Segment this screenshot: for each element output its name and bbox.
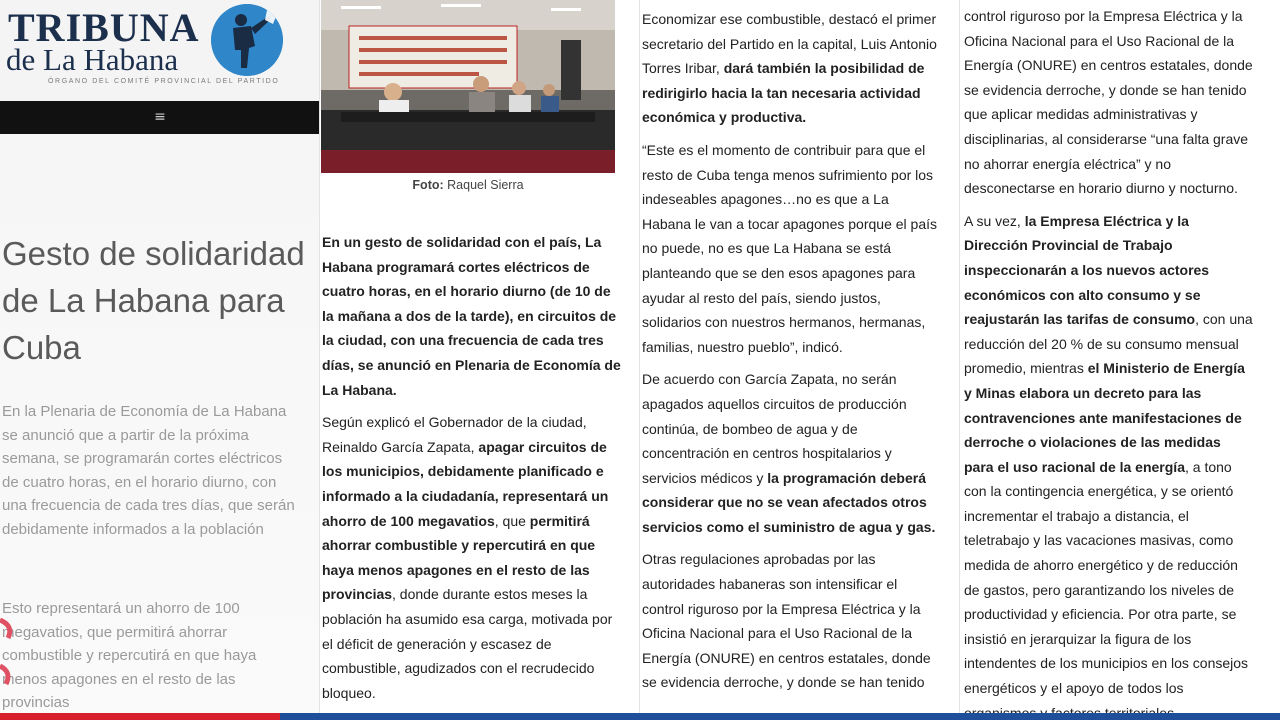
logo-subtitle: ÓRGANO DEL COMITÉ PROVINCIAL DEL PARTIDO [48,78,280,85]
navbar [0,101,320,134]
text-span: , donde durante estos meses la población ha asumido esa carga, motivada por el déficit de generación y escasez de combustible, agudizados con el recrudecido bloqueo. [322,586,613,701]
paragraph: Otras regulaciones aprobadas por las autoridades habaneras son intensificar el control riguroso por la Empresa Eléctrica y la Oficina Nacional para el Uso Racional de la Energía (ONURE) en centros estatales, donde se evidencia derroche, y donde se han tenido [642,551,931,691]
article-headline: Gesto de solidaridad de La Habana para Cuba [2,235,305,366]
right-column [960,0,1280,720]
bottom-bar-red [0,713,280,720]
decorative-swoosh [0,618,18,688]
paragraph [642,367,938,539]
paragraph [322,410,622,705]
paragraph: control riguroso por la Empresa Eléctrica y la Oficina Nacional para el Uso Racional de la Energía (ONURE) en centros estatales, donde se evidencia derroche, y donde se han tenido que aplicar medidas administrativas y disciplinarias, al considerarse “una falta grave no ahorrar energía eléctrica” y no desconectarse en horario diurno y nocturno. [964,8,1253,197]
bottom-color-bar [0,713,1280,720]
column-divider [319,0,320,720]
paragraph [964,209,1254,720]
text-bold: la programación deberá considerar que no se vean afectados otros servicios como el suministro de agua y gas. [642,469,936,535]
logo-title-line2: de La Habana [6,42,179,77]
text-bold: permitirá ahorrar combustible y repercutirá en que haya menos apagones en el resto de las provincias [322,512,596,603]
text-bold: apagar circuitos de los municipios, debidamente planificado e informado a la ciudadanía, representará un ahorro de 100 megavatios [322,438,609,529]
text-span: , con una reducción del 20 % de su consumo mensual promedio, mientras [964,311,1253,377]
middle-right-column [640,0,958,720]
middle-left-column [321,0,638,720]
menu-icon[interactable]: ≡ [154,109,166,125]
masthead[interactable] [0,0,320,101]
text-span: Según explicó el Gobernador de la ciudad, Reinaldo García Zapata, [322,414,587,455]
logo-emblem-icon [211,4,283,76]
text-span: Economizar ese combustible, destacó el primer secretario del Partido en la capital, Luis Antonio Torres Iribar, [642,11,937,77]
article-photo[interactable] [321,0,615,173]
body-text [964,4,1254,720]
paragraph: “Este es el momento de contribuir para que el resto de Cuba tenga menos sufrimiento por los indeseables apagones…no es que a La Habana le van a tocar apagones porque el país no puede, no es que La Habana se está planteando que se den esos apagones para ayudar al resto del país, siendo justos, solidarios con nuestros hermanos, hermanas, familias, nuestro pueblo”, indicó. [642,141,937,355]
article-summary: En la Plenaria de Economía de La Habana se anunció que a partir de la próxima semana, se programarán cortes eléctricos de cuatro horas, en el horario diurno, con una frecuencia de cada tres días, que serán debidamente informados a la población [2,403,295,538]
paragraph-bold: En un gesto de solidaridad con el país, La Habana programará cortes eléctricos de cuatro horas, en el horario diurno (de 10 de la mañana a dos de la tarde), en circuitos de la ciudad, con una frecuencia de cada tres días, se anunció en Plenaria de Economía de La Habana. [322,234,621,398]
article-highlight-quote: Esto representará un ahorro de 100 megavatios, que permitirá ahorrar combustible y repercutirá en que haya menos apagones en el resto de las provincias [2,600,257,711]
paragraph [322,230,622,402]
photo-caption [321,178,615,192]
bottom-bar-blue [280,713,1280,720]
text-bold: dará también la posibilidad de redirigirlo hacia la tan necesaria actividad económica y productiva. [642,60,925,126]
body-text [322,230,622,713]
text-span: , a tono con la contingencia energética, y se orientó incrementar el trabajo a distancia, el teletrabajo y las vacaciones masivas, como medida de ahorro energético y de reducción de gastos, pero garantizando los niveles de productividad y eficiencia. Por otra parte, se insistió en jerarquizar la figura de los intendentes de los municipios en los consejos energéticos y el apoyo de todos los [964,458,1249,697]
text-span: A su vez, [964,212,1025,229]
logo-title-line1: TRIBUNA [8,5,200,50]
paragraph [642,7,938,130]
caption-label: Foto: [412,178,444,192]
caption-author: Raquel Sierra [447,178,524,192]
text-bold: la Empresa Eléctrica y la Dirección Provincial de Trabajo inspeccionarán a los nuevos actores económicos con alto consumo y se reajustarán las tarifas de consumo [964,212,1210,328]
left-column [0,0,320,720]
text-bold: el Ministerio de Energía y Minas elabora un decreto para las contravenciones ante manifestaciones de derroche o violaciones de las medidas para el uso racional de la energía [964,360,1245,475]
body-text [642,7,938,703]
text-span: , que [494,512,530,529]
text-span: De acuerdo con García Zapata, no serán apagados aquellos circuitos de producción continúa, de bombeo de agua y de concentración en centros hospitalarios y servicios médicos y [642,371,907,486]
